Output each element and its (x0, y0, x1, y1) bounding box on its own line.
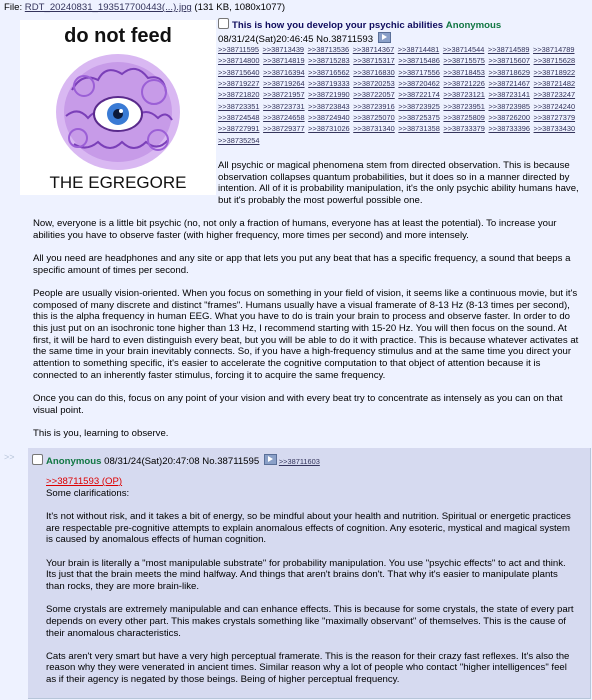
backlink-item[interactable]: >>38723843 (308, 101, 350, 111)
backlink-item[interactable]: >>38714789 (533, 45, 575, 54)
backlink-item[interactable]: >>38718629 (488, 67, 530, 77)
backlink-item[interactable]: >>38733396 (488, 124, 530, 134)
op-paragraph: Now, everyone is a little bit psychic (no, not only a fraction of humans, everyone has at least the potential). To increase your abilities you have to observe faster (with higher frequency, more times per second) and more intensely. (33, 218, 557, 241)
backlink-item[interactable]: >>38735254 (218, 135, 260, 145)
reply-paragraph: Some clarifications: (46, 487, 130, 499)
post-number[interactable]: 38711593 (331, 34, 374, 45)
select-checkbox[interactable] (218, 18, 229, 29)
backlink-item[interactable]: >>38723351 (218, 101, 260, 111)
backlink-item[interactable]: >>38721467 (488, 79, 530, 89)
backlink-item[interactable]: >>38716830 (353, 67, 395, 77)
backlink-item[interactable]: >>38723731 (263, 101, 305, 111)
backlink-item[interactable]: >>38714481 (397, 45, 440, 54)
reply-paragraph: Cats aren't very smart but have a very high perceptual framerate. This is the reason for their crazy fast reflexes. It's also the reason why they were venerated in ancient times. Similar reason why a lot of people who contact "higher intelligences" feel as if their agency is negated by those beings. Being of higher perceptual frequency. (46, 650, 570, 686)
backlink-item[interactable]: >>38719227 (218, 79, 260, 89)
backlink-item[interactable]: >>38723121 (443, 90, 485, 100)
backlink-item[interactable]: >>38727379 (533, 113, 576, 123)
menu-arrow-icon[interactable] (378, 32, 391, 43)
backlink-item[interactable]: >>38723141 (488, 90, 530, 100)
backlink-item[interactable]: >>38714544 (442, 45, 485, 54)
reply-paragraph: Some crystals are extremely manipulable and can enhance effects. This is because for some crystals, the state of every part depends on every other part. This makes crystals something like "maximally observant" of themselves. This is the cause of their anomalous characteristics. (46, 604, 574, 639)
op-body (33, 218, 585, 451)
backlink-item[interactable]: >>38724940 (308, 113, 350, 123)
backlink-item[interactable]: >>38721990 (308, 90, 350, 100)
backlink-item[interactable]: >>38723925 (398, 101, 440, 111)
backlink-item[interactable]: >>38714800 (218, 56, 260, 66)
backlink-item[interactable]: >>38724548 (218, 113, 260, 123)
reply-post (28, 448, 591, 699)
reply-datetime: 08/31/24(Sat)20:47:08 (104, 456, 200, 467)
post-subject: This is how you develop your psychic abilities (232, 20, 444, 31)
backlink-item[interactable]: >>38717556 (398, 67, 440, 77)
backlink-item[interactable]: >>38718922 (533, 67, 576, 77)
backlink-item[interactable]: >>38716562 (308, 67, 350, 77)
backlink-item[interactable]: >>38719333 (308, 79, 350, 89)
backlink-item[interactable]: >>38718453 (443, 67, 485, 77)
op-paragraph: People are usually vision-oriented. When you focus on something in your field of vision, it seems like a continuous movie, but it's composed of many discrete and distinct "frames". Humans usually have a visual framerate of 8-13 Hz (8-13 times per second), this is the alpha frequency in human EEG. What you have to do is train your brain to process and observe faster. In order to do this just put on an isochronic tone higher than 13 Hz, I recommend starting with 15-20 Hz. You will then focus on the sound. At first, it will be hard to even distinguish every beat, but you will be able to do it with practice. This is because whatever activates at the same time in your brain inevitably connects. So, if you have a high-frequency stimulus and at the same time you direct your attention to something specific, it's easier to accelerate the cognitive computation to that object of attention because it is connected to an inherently faster stimulus, forcing it to acquire the same frequency. (33, 287, 579, 381)
backlink-item[interactable]: >>38713439 (262, 45, 305, 54)
backlink-item[interactable]: >>38731358 (398, 124, 440, 134)
backlink-item[interactable]: >>38723247 (533, 90, 576, 100)
op-paragraph: This is you, learning to observe. (33, 427, 169, 439)
reply-menu-arrow-icon[interactable] (264, 454, 277, 465)
backlink-item[interactable]: >>38726200 (488, 113, 530, 123)
file-label: File: (4, 2, 25, 13)
backlinks (218, 44, 588, 146)
backlink-item[interactable]: >>38715283 (308, 56, 350, 66)
backlink-item[interactable]: >>38731026 (308, 124, 350, 134)
reply-paragraph: It's not without risk, and it takes a bit of energy, so be mindful about your health and nutrition. Spiritual or energetic practices are respectable pre-cognitive attempts to explain anomalous effects of cognition. Any esoteric, mystical and magical system is caused by anomalous effects of human cognition. (46, 510, 571, 546)
brain-illustration (56, 54, 180, 170)
backlink-item[interactable]: >>38723916 (353, 101, 395, 111)
reply-header (32, 454, 320, 468)
backlink-item[interactable]: >>38713536 (307, 45, 350, 54)
backlink-item[interactable]: >>38715486 (398, 56, 440, 66)
reply-backlink[interactable]: >>38711603 (278, 457, 320, 466)
backlink-item[interactable]: >>38715317 (353, 56, 395, 66)
backlink-item[interactable]: >>38714819 (263, 56, 305, 66)
backlink-item[interactable]: >>38722174 (398, 90, 440, 100)
reply-arrows: >> (4, 452, 15, 462)
backlink-item[interactable]: >>38719264 (263, 79, 305, 89)
reply-poster-name: Anonymous (46, 456, 102, 467)
backlink-item[interactable]: >>38714367 (352, 45, 395, 54)
backlink-item[interactable]: >>38715575 (443, 56, 485, 66)
backlink-item[interactable]: >>38724240 (533, 101, 576, 111)
backlink-item[interactable]: >>38725375 (398, 113, 440, 123)
thumb-bottom-text: THE EGREGORE (49, 173, 187, 192)
backlink-item[interactable]: >>38733430 (533, 124, 576, 134)
backlink-item[interactable]: >>38721482 (533, 79, 576, 89)
backlink-item[interactable]: >>38715640 (218, 67, 260, 77)
quote-link[interactable]: >>38711593 (OP) (46, 476, 123, 487)
op-paragraph: All you need are headphones and any site or app that lets you put any beat that has a specific frequency, a sound that beeps a specific amount of times per second. (33, 252, 571, 276)
reply-no-label[interactable]: No. (202, 456, 218, 467)
op-paragraph: Once you can do this, focus on any point of your vision and with every beat try to concentrate as intensely as you can on that visual point. (33, 392, 563, 416)
backlink-item[interactable]: >>38721957 (263, 90, 305, 100)
backlink-item[interactable]: >>38715607 (488, 56, 530, 66)
backlink-item[interactable]: >>38716394 (263, 67, 305, 77)
backlink-item[interactable]: >>38714589 (487, 45, 530, 54)
reply-body (46, 476, 576, 697)
backlink-item[interactable]: >>38725070 (353, 113, 395, 123)
backlink-item[interactable]: >>38720462 (398, 79, 440, 89)
file-meta: (131 KB, 1080x1077) (191, 2, 286, 13)
backlink-item[interactable]: >>38711595 (218, 45, 259, 54)
poster-name: Anonymous (445, 20, 502, 31)
backlink-item[interactable]: >>38723985 (488, 101, 530, 111)
backlink-item[interactable]: >>38724658 (263, 113, 305, 123)
backlink-item[interactable]: >>38715628 (533, 56, 576, 66)
backlink-item[interactable]: >>38729377 (263, 124, 305, 134)
backlink-item[interactable]: >>38727991 (218, 124, 260, 134)
post-no-label[interactable]: No. (316, 34, 332, 45)
reply-paragraph: Your brain is literally a "most manipulable substrate" for probability manipulation. You use "psychic effects" to act and think. Its just that the brain meets the mind halfway. And things that aren't brains don't. That why it's easier to manipulate plants than rocks, they are more brain-like. (46, 557, 566, 592)
reply-number[interactable]: 38711595 (217, 456, 260, 467)
backlink-item[interactable]: >>38731340 (353, 124, 395, 134)
backlink-item[interactable]: >>38721226 (443, 79, 485, 89)
post-datetime: 08/31/24(Sat)20:46:45 (218, 34, 314, 45)
backlink-item[interactable]: >>38720253 (353, 79, 395, 89)
file-name-link[interactable]: RDT_20240831_193517700443(...).jpg (24, 2, 192, 13)
backlink-item[interactable]: >>38722057 (353, 90, 395, 100)
backlink-item[interactable]: >>38723951 (443, 101, 485, 111)
backlink-item[interactable]: >>38733379 (443, 124, 485, 134)
backlink-item[interactable]: >>38725809 (443, 113, 485, 123)
op-intro: All psychic or magical phenomena stem from directed observation. This is because observation collapses quantum probabilities, but it does so in a manner directed by intention. All of it is probability manipulation, it's the only psychic ability humans have, but it's probably the most powerful possible one. (218, 160, 579, 207)
op-header (218, 18, 501, 32)
egregore-image (20, 20, 216, 195)
op-thumbnail[interactable] (20, 20, 216, 195)
backlink-item[interactable]: >>38721820 (218, 90, 260, 100)
thumb-top-text: do not feed (64, 25, 172, 47)
reply-select-checkbox[interactable] (32, 454, 43, 465)
file-info (4, 2, 285, 14)
